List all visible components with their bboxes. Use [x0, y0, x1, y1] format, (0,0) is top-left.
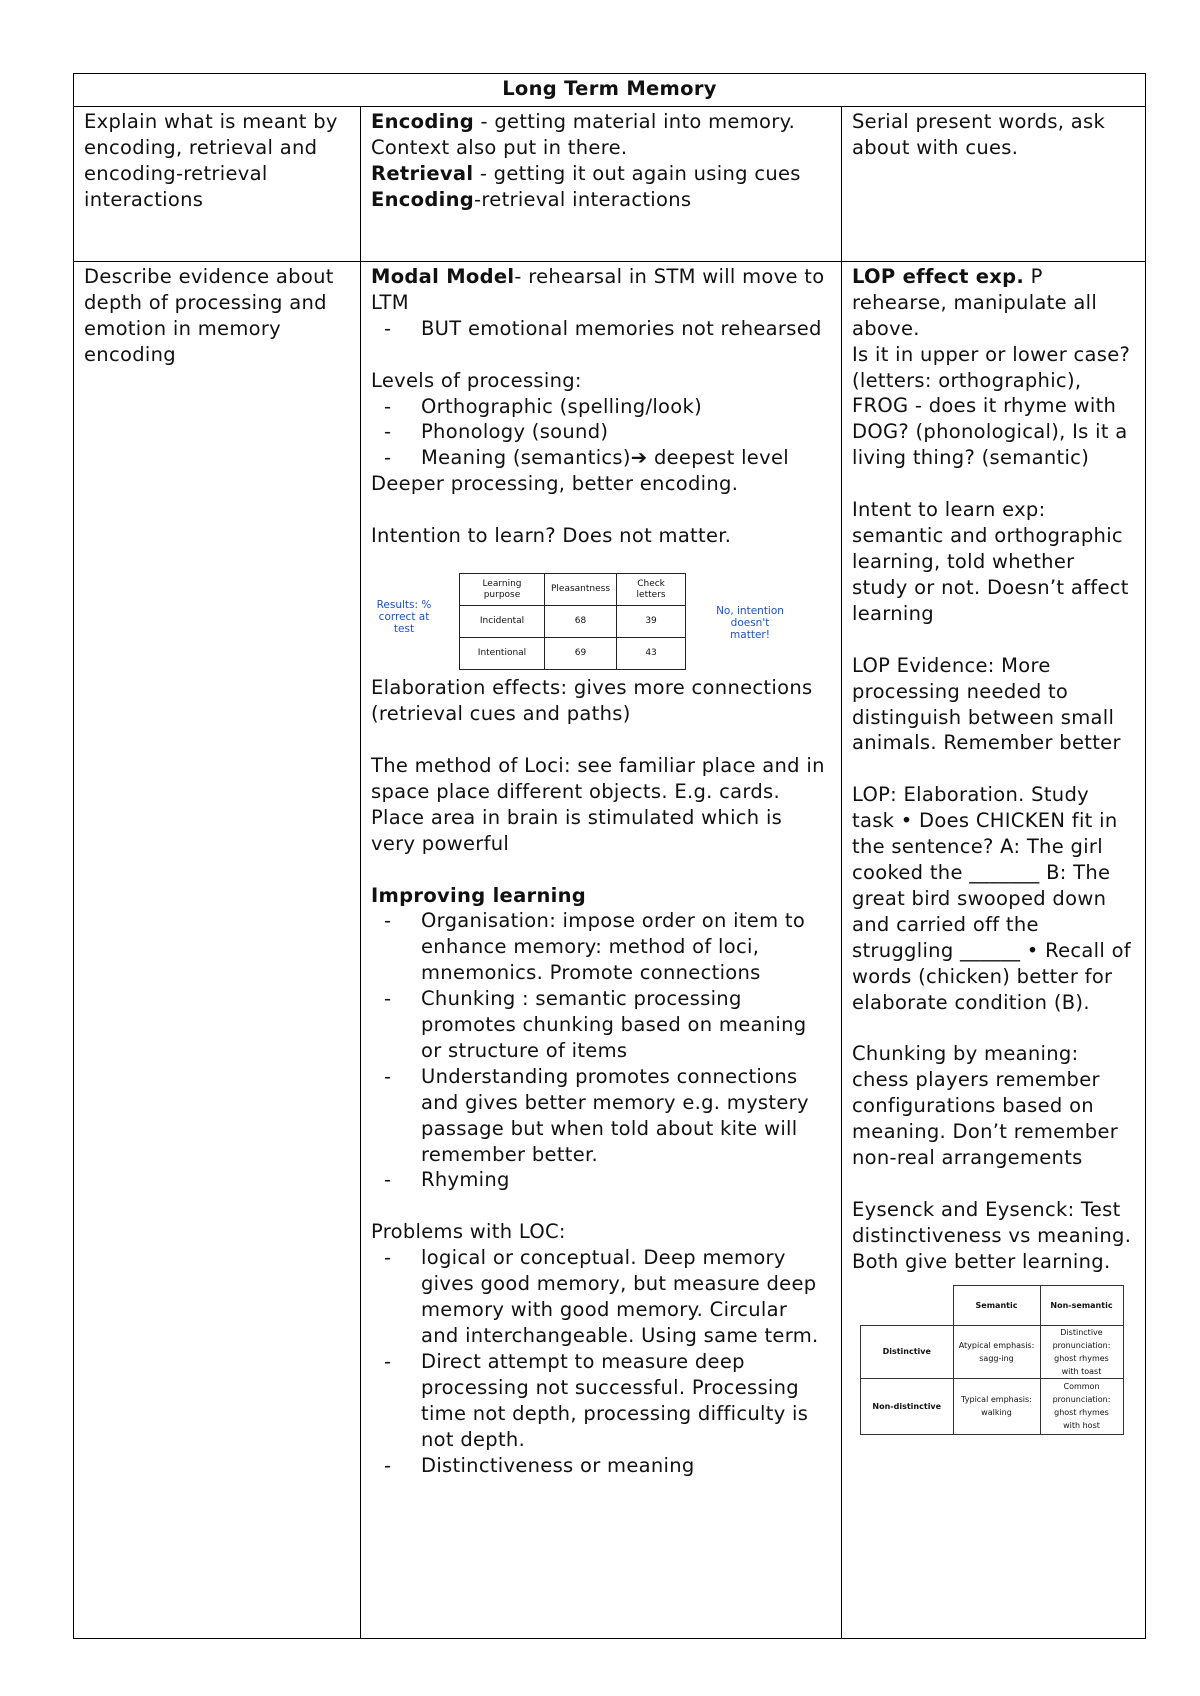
- improving-list: [371, 908, 831, 1193]
- modal-model-definition: - rehearsal in STM will move to LTM: [371, 264, 825, 314]
- depth-notes: [361, 261, 842, 1638]
- results-header: Check letters: [617, 574, 686, 606]
- list-item: - Organisation: impose order on item to enhance memory: method of loci, mnemonics. Promote connections: [371, 908, 831, 986]
- results-note: Results: % correct at test: [376, 599, 432, 636]
- list-item: - Understanding promotes connections and gives better memory e.g. mystery passage but when told about kite will remember better.: [371, 1064, 831, 1168]
- eysenck-text: Eysenck and Eysenck: Test distinctiveness vs meaning. Both give better learning.: [852, 1198, 1132, 1273]
- distinctiveness-cell: Distinctive pronunciation: ghost rhymes with toast: [1040, 1325, 1123, 1378]
- distinctiveness-header: Non-semantic: [1040, 1285, 1123, 1325]
- deeper-processing: Deeper processing, better encoding.: [371, 472, 739, 496]
- improving-heading: Improving learning: [371, 883, 587, 907]
- distinctiveness-table: [860, 1285, 1124, 1435]
- loci-text: The method of Loci: see familiar place and in space place different objects. E.g. cards. Place area in brain is stimulated which is very powerful: [371, 753, 825, 855]
- list-item: - Orthographic (spelling/look): [371, 394, 831, 420]
- encoding-term: Encoding: [371, 109, 475, 133]
- distinctiveness-cell: Atypical emphasis: sagg-ing: [953, 1325, 1040, 1378]
- encoding-row: [74, 106, 1146, 261]
- problems-list: [371, 1245, 831, 1478]
- results-table: [459, 573, 686, 670]
- distinctiveness-cell: Typical emphasis: walking: [953, 1378, 1040, 1434]
- results-header: Learning purpose: [460, 574, 545, 606]
- list-item: - Meaning (semantics)➔ deepest level: [371, 445, 831, 471]
- depth-evidence: [842, 261, 1146, 1638]
- list-item: - Direct attempt to measure deep processing not successful. Processing time not depth, processing difficulty is not depth.: [371, 1349, 831, 1453]
- list-item: - Rhyming: [371, 1167, 831, 1193]
- chunking-text: Chunking by meaning: chess players remember configurations based on meaning. Don’t remember non-real arrangements: [852, 1042, 1119, 1170]
- distinctiveness-row-label: Distinctive: [861, 1325, 954, 1378]
- results-cell: 69: [545, 638, 617, 670]
- distinctiveness-row-label: Non-distinctive: [861, 1378, 954, 1434]
- encoding-definition: - getting material into memory. Context also put in there.: [371, 109, 796, 159]
- encoding-question: Explain what is meant by encoding, retrieval and encoding-retrieval interactions: [74, 106, 361, 261]
- lop-exp-term: LOP effect exp.: [852, 264, 1025, 288]
- list-item: - logical or conceptual. Deep memory gives good memory, but measure deep memory with good memory. Circular and interchangeable. Using same term.: [371, 1245, 831, 1349]
- interactions-rest: -retrieval interactions: [474, 187, 692, 211]
- results-header: Pleasantness: [545, 574, 617, 606]
- list-item: - Phonology (sound): [371, 419, 831, 445]
- results-cell: 43: [617, 638, 686, 670]
- retrieval-term: Retrieval: [371, 161, 474, 185]
- results-cell: Incidental: [460, 606, 545, 638]
- lop-list: [371, 394, 831, 472]
- intent-exp-text: Intent to learn exp: semantic and orthographic learning, told whether study or not. Doesn’t affect learning: [852, 498, 1129, 625]
- list-item: - Distinctiveness or meaning: [371, 1453, 831, 1479]
- encoding-notes: [361, 106, 842, 261]
- list-item: - BUT emotional memories not rehearsed: [371, 316, 831, 342]
- lop-heading: Levels of processing:: [371, 368, 582, 392]
- problems-heading: Problems with LOC:: [371, 1220, 566, 1244]
- document-page: [73, 73, 1145, 1639]
- lop-evidence-text: LOP Evidence: More processing needed to distinguish between small animals. Remember better: [852, 653, 1121, 755]
- distinctiveness-header: Semantic: [953, 1285, 1040, 1325]
- modal-model-list: [371, 316, 831, 342]
- results-cell: Intentional: [460, 638, 545, 670]
- lop-elaboration-text: LOP: Elaboration. Study task • Does CHICKEN fit in the sentence? A: The girl cooked the _______ B: The great bird swooped down and carried off the struggling ______ • Recall of words (chicken) better for elaborate condition (B).: [852, 783, 1131, 1014]
- intention-results-figure: [371, 565, 831, 675]
- modal-model-term: Modal Model: [371, 264, 515, 288]
- title-row: [74, 74, 1146, 107]
- results-cell: 39: [617, 606, 686, 638]
- distinctiveness-cell: Common pronunciation: ghost rhymes with host: [1040, 1378, 1123, 1434]
- intention-note: No, intention doesn't matter!: [716, 605, 784, 642]
- results-cell: 68: [545, 606, 617, 638]
- memory-notes-table: [73, 73, 1146, 1639]
- interactions-term: Encoding: [371, 187, 475, 211]
- depth-question: Describe evidence about depth of processing and emotion in memory encoding: [74, 261, 361, 1638]
- depth-row: [74, 261, 1146, 1638]
- encoding-example: Serial present words, ask about with cues.: [842, 106, 1146, 261]
- retrieval-definition: - getting it out again using cues: [473, 161, 801, 185]
- lop-exp-rest: P rehearse, manipulate all above.: [852, 264, 1098, 340]
- list-item: - Chunking : semantic processing promotes chunking based on meaning or structure of items: [371, 986, 831, 1064]
- elaboration-text: Elaboration effects: gives more connections (retrieval cues and paths): [371, 676, 813, 725]
- distinctiveness-figure: [852, 1285, 1135, 1435]
- lop-exp-detail: Is it in upper or lower case? (letters: orthographic), FROG - does it rhyme with DOG? (phonological), Is it a living thing? (semantic): [852, 342, 1131, 470]
- table-title: Long Term Memory: [74, 74, 1146, 107]
- intention-text: Intention to learn? Does not matter.: [371, 524, 732, 548]
